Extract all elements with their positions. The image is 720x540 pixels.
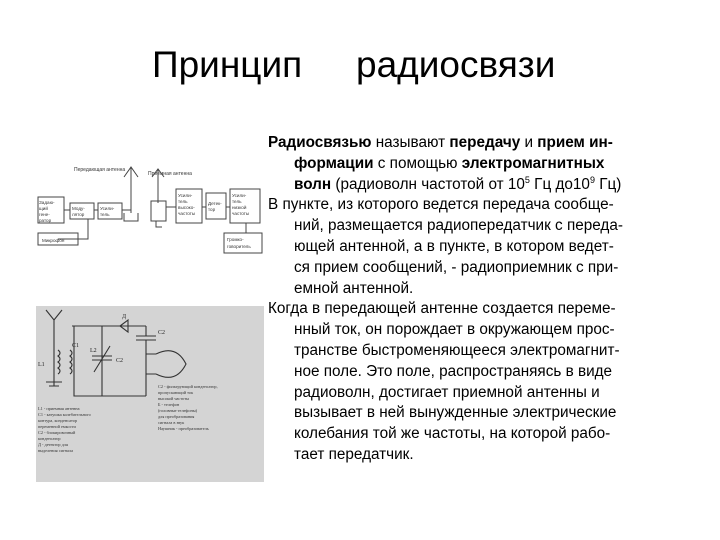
text-line: ся прием сообщений, - радиоприемник с при- — [294, 258, 619, 276]
rx-antenna-label: Приемная антенна — [148, 171, 192, 177]
text-line: ное поле. Это поле, распространяясь в виде — [294, 362, 613, 380]
text-frag: (радиоволн частотой от 10 — [331, 175, 525, 193]
svg-text:Усили-: Усили- — [100, 206, 115, 211]
term-em: электромагнитных — [461, 154, 605, 172]
tx-antenna-label: Передающая антенна — [74, 167, 126, 173]
body-text — [268, 133, 714, 466]
paragraph-em-field — [268, 299, 714, 465]
svg-text:ратор: ратор — [39, 218, 52, 223]
term-transfer: передачу — [449, 134, 521, 151]
svg-text:L1: L1 — [38, 362, 45, 368]
text-line: ний, размещается радиопередатчик с переда- — [294, 217, 623, 235]
exponent: 9 — [589, 174, 595, 185]
block-diagram-figure — [36, 163, 268, 273]
text-line: емной антенной. — [294, 279, 414, 297]
svg-text:Детек-: Детек- — [208, 201, 222, 206]
svg-text:Микрофон: Микрофон — [42, 238, 65, 243]
text-line: тает передатчик. — [294, 445, 414, 463]
receiver-circuit-figure — [36, 306, 264, 482]
svg-text:Громко-: Громко- — [227, 237, 244, 242]
svg-text:низкой: низкой — [232, 205, 247, 210]
svg-text:Усили-: Усили- — [232, 193, 247, 198]
term-waves: волн — [294, 175, 332, 193]
svg-text:гене-: гене- — [39, 212, 50, 217]
title-word-2: радиосвязи — [356, 44, 556, 85]
text-line: нный ток, он порождает в окружающем прос- — [294, 321, 615, 339]
text-line: радиоволн, достигает приемной антенны и — [294, 383, 600, 401]
svg-text:L2: L2 — [90, 348, 97, 354]
svg-text:тель: тель — [232, 199, 242, 204]
text-line: ющей антенной, а в пункте, в котором ведет- — [294, 237, 614, 255]
term-radio: Радиосвязью — [268, 134, 372, 151]
svg-text:C1: C1 — [72, 343, 80, 349]
svg-text:высоко-: высоко- — [178, 205, 195, 210]
text-line: транстве быстроменяющееся электромагнит- — [294, 341, 620, 359]
text-frag: называют — [371, 134, 450, 151]
exponent: 5 — [524, 174, 530, 185]
text-line: В пункте, из которого ведется передача сообще- — [268, 196, 614, 214]
text-frag: и — [520, 134, 538, 151]
svg-text:тор: тор — [208, 207, 216, 212]
svg-text:частоты: частоты — [178, 211, 196, 216]
text-frag: Гц до10 — [529, 175, 590, 193]
paragraph-transmitter — [268, 195, 714, 299]
svg-text:L1 - приемная антеннаC1 - кату: L1 - приемная антенна C1 - катушка колебательного контура, конденсатор переменной емкости C2 - блокировочный конденсатор Д - детектор для выделения сигнала — [38, 406, 91, 453]
text-line: вызывает в ней вынужденные электрические — [294, 404, 617, 422]
svg-text:Усили-: Усили- — [178, 193, 193, 198]
svg-text:говоритель: говоритель — [227, 244, 251, 249]
svg-text:тель: тель — [178, 199, 188, 204]
svg-text:Задаю-: Задаю- — [39, 200, 55, 205]
svg-text:Д: Д — [122, 314, 127, 320]
text-frag: Гц) — [594, 175, 622, 193]
title-word-1: Принцип — [152, 44, 303, 85]
paragraph-definition — [268, 133, 714, 195]
term-receive: прием ин- — [537, 134, 613, 151]
svg-text:Моду-: Моду- — [72, 206, 85, 211]
svg-text:C2: C2 — [116, 358, 124, 364]
text-line: Когда в передающей антенне создается переме- — [268, 300, 616, 318]
text-frag: с помощью — [373, 154, 462, 172]
term-info: формации — [294, 154, 374, 172]
svg-text:тель: тель — [100, 212, 110, 217]
svg-text:C2 - фильтрующий конденсатор,п: C2 - фильтрующий конденсатор, пропускающий ток высокой частоты Б - телефон (головные телефоны) для преобразования сигнала в звук Наушник - преобразователь — [158, 384, 218, 431]
svg-text:щий: щий — [39, 206, 48, 211]
text-line: колебания той же частоты, на которой рабо- — [294, 425, 611, 443]
svg-text:лятор: лятор — [72, 212, 85, 217]
svg-text:частоты: частоты — [232, 211, 250, 216]
svg-text:C2: C2 — [158, 330, 166, 336]
